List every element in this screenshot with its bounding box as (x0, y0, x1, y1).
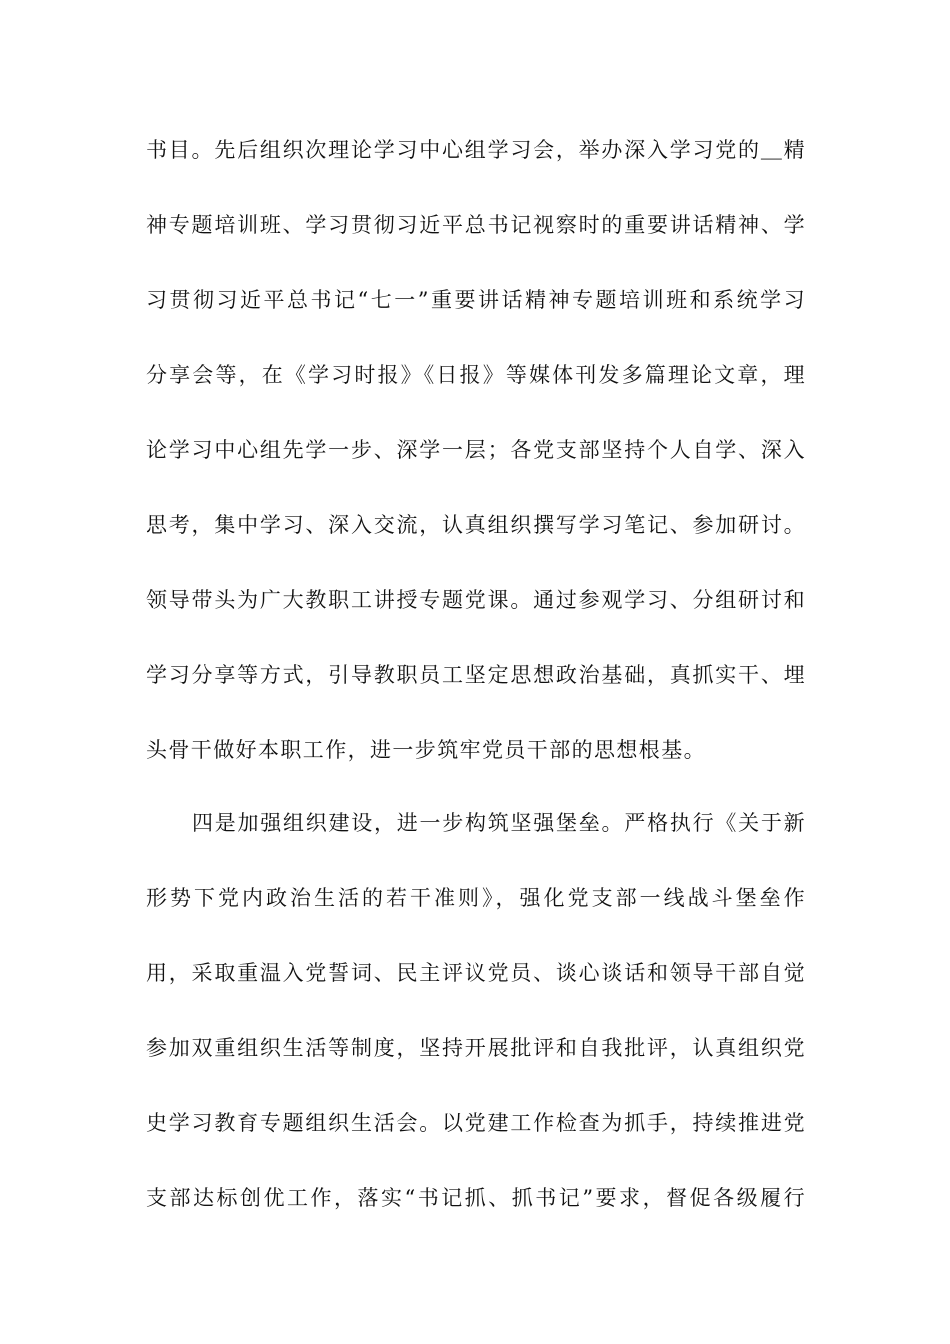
paragraph-start-line: 四是加强组织建设，进一步构筑坚强堡垒。严格执行《关于新 (192, 811, 806, 835)
text-line-7: 领导带头为广大教职工讲授专题党课。通过参观学习、分组研讨和 (146, 588, 806, 612)
text-line-5: 论学习中心组先学一步、深学一层；各党支部坚持个人自学、深入 (146, 438, 806, 462)
text-line-8: 学习分享等方式，引导教职员工坚定思想政治基础，真抓实干、埋 (146, 663, 806, 687)
text-line-13: 参加双重组织生活等制度，坚持开展批评和自我批评，认真组织党 (146, 1036, 806, 1060)
text-line-3: 习贯彻习近平总书记“七一”重要讲话精神专题培训班和系统学习 (146, 288, 806, 312)
text-line-14: 史学习教育专题组织生活会。以党建工作检查为抓手，持续推进党 (146, 1111, 806, 1135)
text-line-11: 形势下党内政治生活的若干准则》，强化党支部一线战斗堡垒作 (146, 886, 806, 910)
text-line-12: 用，采取重温入党誓词、民主评议党员、谈心谈话和领导干部自觉 (146, 961, 806, 985)
text-line-9: 头骨干做好本职工作，进一步筑牢党员干部的思想根基。 (146, 738, 706, 762)
text-line-6: 思考，集中学习、深入交流，认真组织撰写学习笔记、参加研讨。 (146, 513, 806, 537)
text-line-15: 支部达标创优工作，落实“书记抓、抓书记”要求，督促各级履行 (146, 1186, 806, 1210)
text-line-2: 神专题培训班、学习贯彻习近平总书记视察时的重要讲话精神、学 (146, 213, 806, 237)
text-line-1: 书目。先后组织次理论学习中心组学习会，举办深入学习党的＿精 (146, 138, 806, 162)
text-line-4: 分享会等，在《学习时报》《日报》等媒体刊发多篇理论文章，理 (146, 363, 806, 387)
